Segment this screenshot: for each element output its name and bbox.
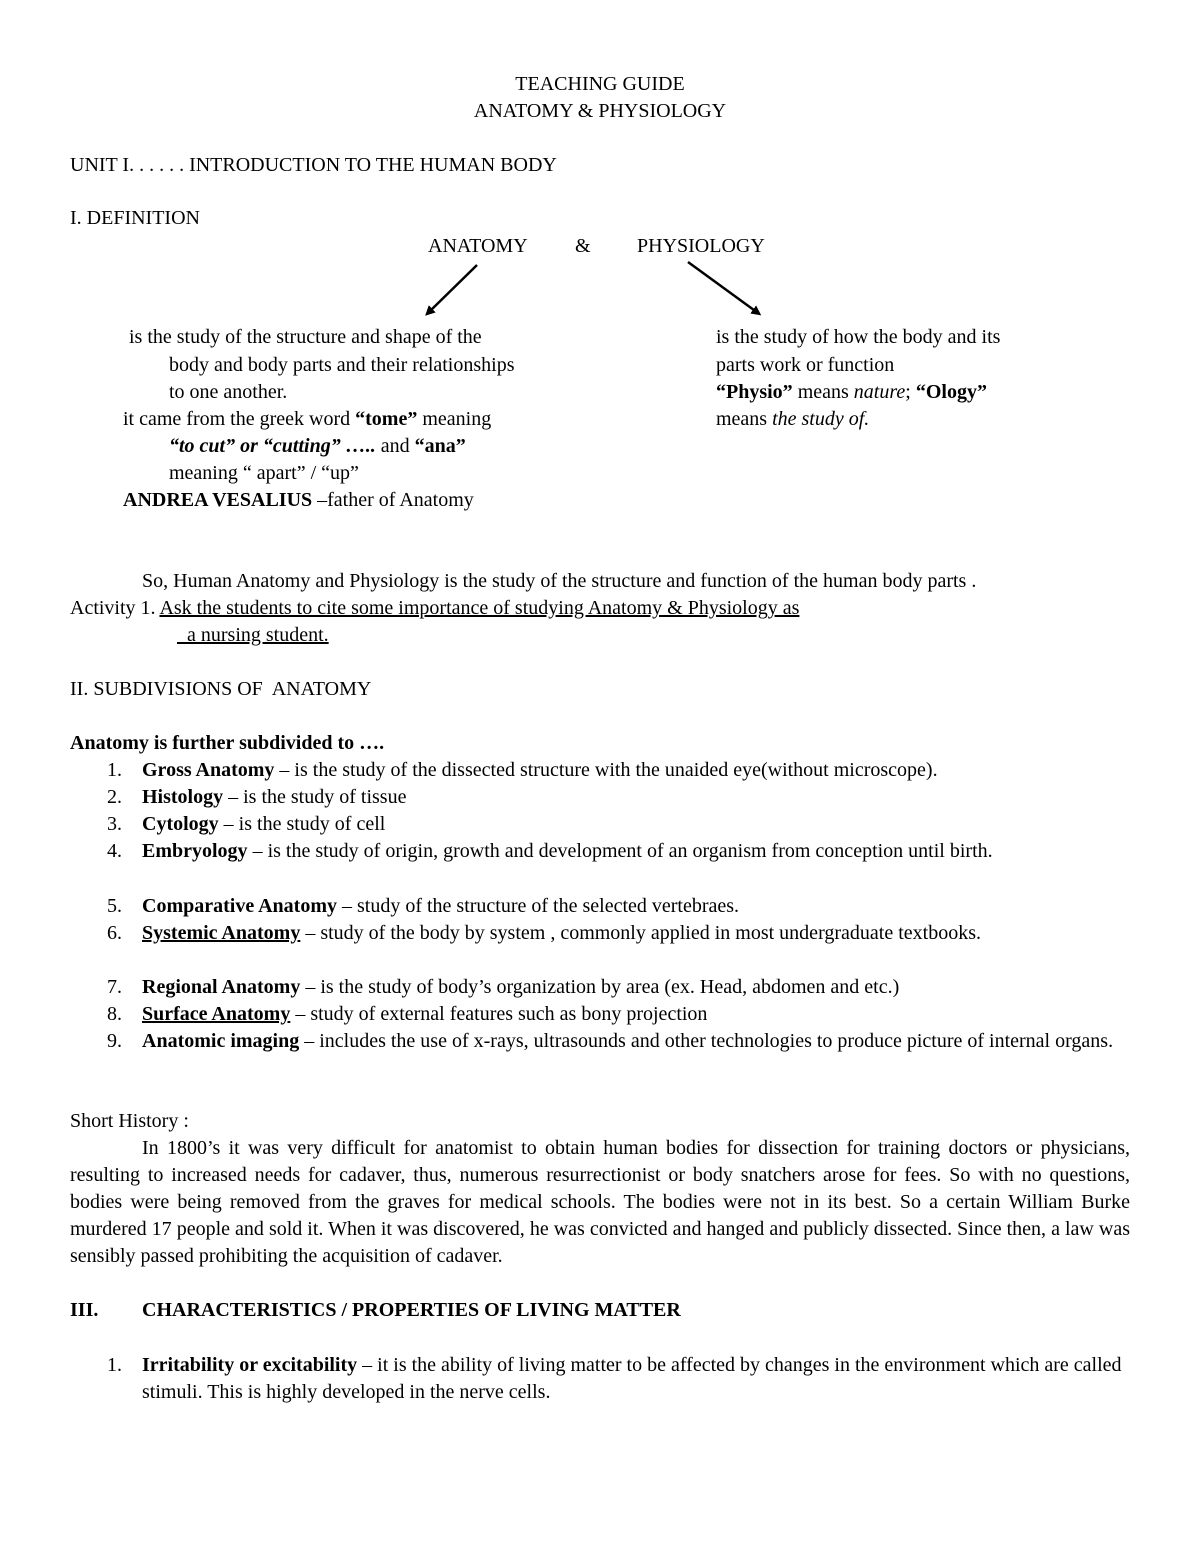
history-paragraph: In 1800’s it was very difficult for anatomist to obtain human bodies for dissection for training doctors or physicians, resulting to increased needs for cadaver, thus, numerous resurrectionist or body snatchers arose for fees. So with no questions, bodies were being removed from the graves for medical schools. The bodies were not in its best. So a certain William Burke murdered 17 people and sold it. When it was discovered, he was convicted and hanged and publicly dissected. Since then, a law was sensibly passed prohibiting the acquisition of cadaver. [70,1137,1130,1267]
characteristics-number: III. [70,1299,99,1321]
list-item-number: 1. [107,759,122,781]
anatomy-father: ANDREA VESALIUS –father of Anatomy [123,489,474,511]
list-item-number: 6. [107,922,122,944]
list-item-term: Gross Anatomy [142,759,275,781]
anatomy-origin-line2: “to cut” or “cutting” ….. and “ana” [169,435,466,457]
list-item-number: 1. [107,1354,122,1376]
list-item [142,1028,1142,1055]
list-item-number: 9. [107,1030,122,1052]
list-item-description: – is the study of the dissected structure with the unaided eye(without microscope). [274,759,938,781]
list-item-description: – it is the ability of living matter to be affected by changes in the environment which are called stimuli. This is highly developed in the nerve cells. [142,1354,1122,1403]
physiology-def-line2: parts work or function [716,354,895,376]
document-title: TEACHING GUIDE [515,73,685,95]
list-item-term: Systemic Anatomy [142,922,301,944]
diagram-anatomy-label: ANATOMY [428,235,528,257]
characteristics-heading: CHARACTERISTICS / PROPERTIES OF LIVING MATTER [142,1299,681,1321]
anatomy-def-line2: body and body parts and their relationships [169,354,515,376]
list-item-term: Comparative Anatomy [142,895,337,917]
list-item-term: Surface Anatomy [142,1003,291,1025]
subdivisions-heading: II. SUBDIVISIONS OF ANATOMY [70,678,372,700]
activity-label: Activity 1. [70,597,160,619]
list-item-description: – study of the body by system , commonly applied in most undergraduate textbooks. [300,922,981,944]
history-label: Short History : [70,1110,189,1132]
list-item-description: – is the study of body’s organization by area (ex. Head, abdomen and etc.) [300,976,900,998]
list-item-description: – study of the structure of the selected vertebraes. [336,895,740,917]
list-item-term: Regional Anatomy [142,976,301,998]
anatomy-origin-line1: it came from the greek word “tome” meaning [123,408,492,430]
list-item [142,920,1142,947]
diagram-ampersand: & [575,235,591,257]
list-item [142,838,1142,865]
list-item-number: 5. [107,895,122,917]
summary-text: So, Human Anatomy and Physiology is the study of the structure and function of the human body parts . [142,570,977,592]
anatomy-origin-line3: meaning “ apart” / “up” [169,462,359,484]
list-item [142,1352,1142,1406]
list-item-number: 3. [107,813,122,835]
definition-heading: I. DEFINITION [70,207,200,229]
list-item-term: Irritability or excitability [142,1354,358,1376]
list-item-number: 8. [107,1003,122,1025]
list-item-term: Cytology [142,813,219,835]
list-item-term: Embryology [142,840,248,862]
subdivisions-intro: Anatomy is further subdivided to …. [70,732,385,754]
list-item [142,811,1142,838]
physiology-origin-line2: means the study of. [716,408,870,430]
diagram-arrows [0,0,1200,340]
list-item-description: – is the study of cell [218,813,386,835]
diagram-physiology-label: PHYSIOLOGY [637,235,765,257]
list-item-number: 7. [107,976,122,998]
arrow-anatomy [428,265,477,313]
list-item-description: – study of external features such as bony projection [290,1003,708,1025]
list-item [142,893,1142,920]
list-item-term: Histology [142,786,224,808]
physiology-origin-line1: “Physio” means nature; “Ology” [716,381,987,403]
anatomy-def-line1: is the study of the structure and shape of the [129,326,482,348]
list-item [142,784,1142,811]
list-item [142,974,1142,1001]
activity-instruction: Ask the students to cite some importance of studying Anatomy & Physiology as [159,597,800,619]
list-item-description: – is the study of origin, growth and development of an organism from conception until birth. [247,840,993,862]
unit-heading: UNIT I. . . . . . INTRODUCTION TO THE HUMAN BODY [70,154,557,176]
list-item [142,757,1142,784]
document-subtitle: ANATOMY & PHYSIOLOGY [473,100,727,122]
anatomy-def-line3: to one another. [169,381,288,403]
list-item-number: 4. [107,840,122,862]
list-item [142,1001,1142,1028]
list-item-term: Anatomic imaging [142,1030,300,1052]
physiology-def-line1: is the study of how the body and its [716,326,1001,348]
activity-line1 [70,595,799,622]
list-item-description: – is the study of tissue [223,786,407,808]
list-item-number: 2. [107,786,122,808]
arrow-physiology [688,262,758,313]
activity-line2: a nursing student. [177,624,329,646]
list-item-description: – includes the use of x-rays, ultrasounds and other technologies to produce picture of internal organs. [299,1030,1114,1052]
